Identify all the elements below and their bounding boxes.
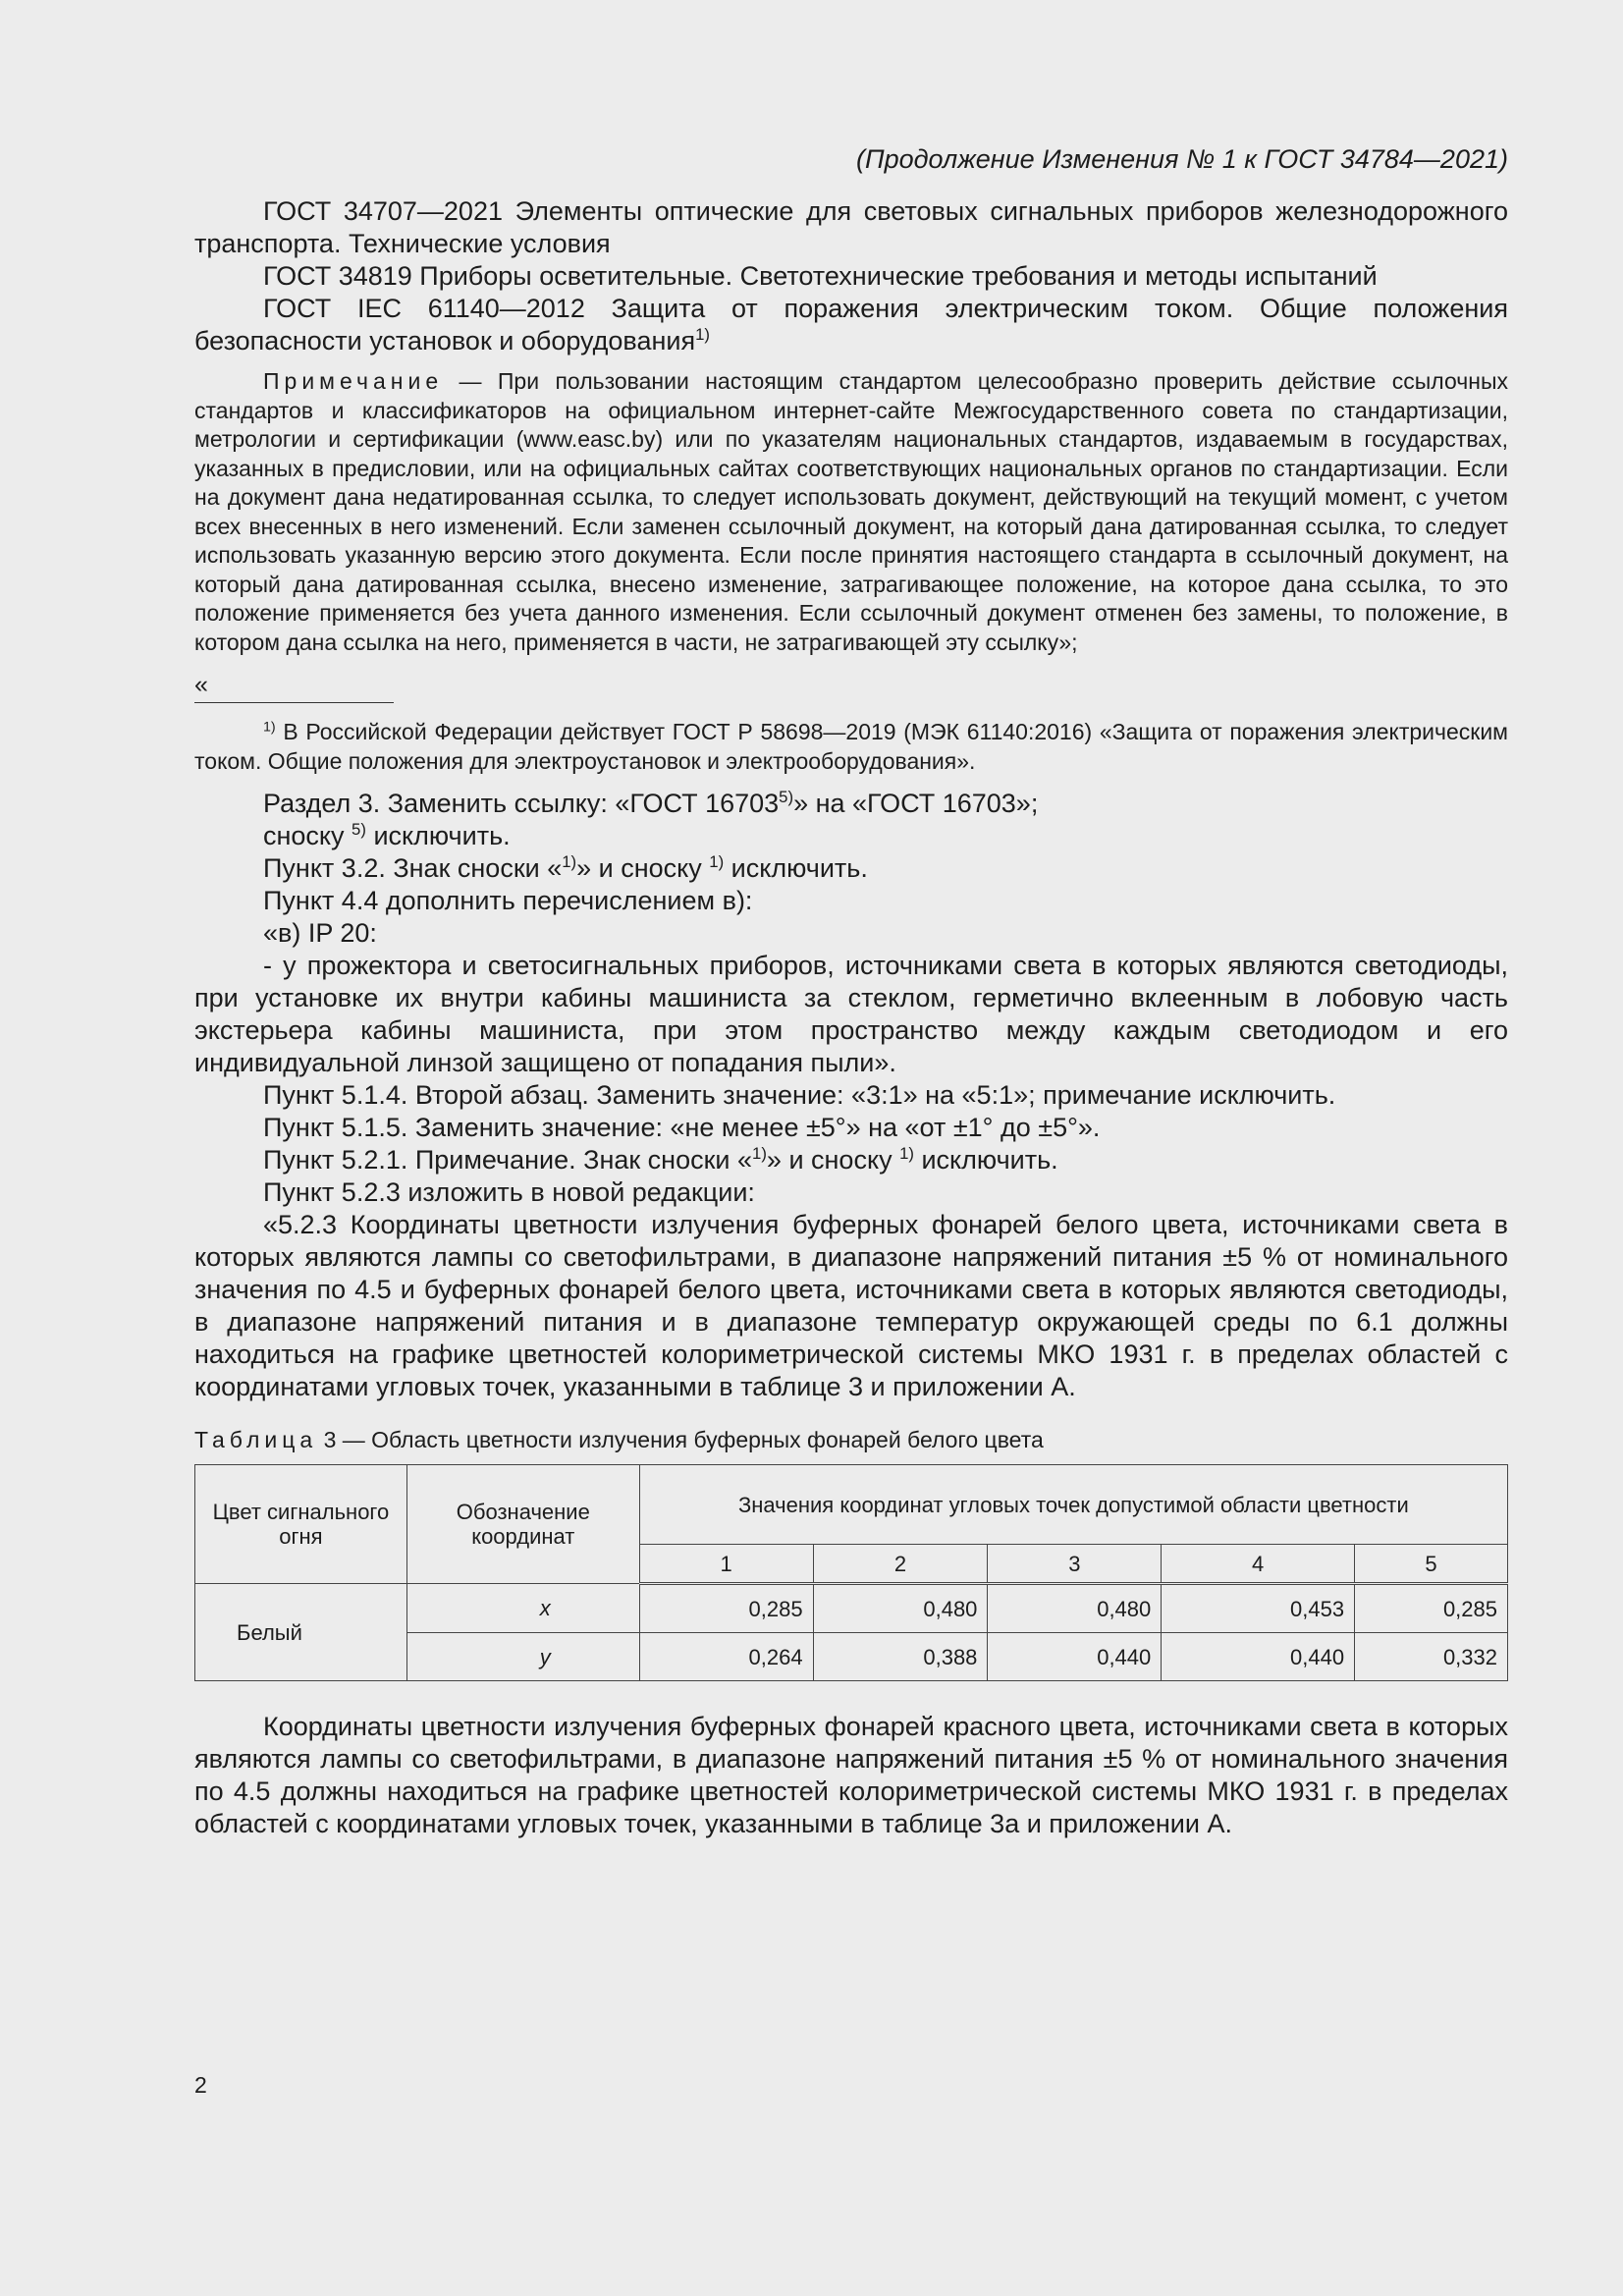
footnote-marker: 1): [695, 325, 710, 344]
change-item-5-2-1: [194, 1144, 1508, 1176]
table-row: [195, 1584, 1508, 1633]
red-lights-paragraph: Координаты цветности излучения буферных фонарей красного цвета, источниками света в которых являются лампы со светофильтрами, в диапазоне напряжений питания ±5 % от номинального значения по 4.5 должны находиться на графике цветностей колориметрической системы МКО 1931 г. в пределах областей с координатами угловых точек, указанными в таблице 3а и приложении А.: [194, 1712, 1508, 1838]
reference-34707: ГОСТ 34707—2021 Элементы оптические для световых сигнальных приборов железнодорожного транспорта. Технические условия: [194, 196, 1508, 258]
change-led-text: - у прожектора и светосигнальных приборов, источниками света в которых являются светодиоды, при установке их внутри кабины машиниста за стеклом, герметично вклеенным в лобовую часть экстерьера кабины машиниста, при этом пространство между каждым светодиодом и его индивидуальной линзой защищено от попадания пыли».: [194, 951, 1508, 1077]
header-point: 5: [1355, 1545, 1508, 1584]
coord-cell: x: [406, 1584, 639, 1633]
value-cell: 0,332: [1355, 1633, 1508, 1681]
change-text: сноску: [263, 821, 352, 850]
change-text: исключить.: [724, 853, 868, 883]
change-text: Раздел 3. Заменить ссылку: «ГОСТ 16703: [263, 789, 780, 818]
footnote-text: В Российской Федерации действует ГОСТ Р 58698—2019 (МЭК 61140:2016) «Защита от поражения электрическим током. Общие положения для электроустановок и электрооборудования».: [194, 719, 1508, 774]
footnote-marker: 1): [899, 1144, 914, 1163]
note-paragraph: [194, 367, 1508, 657]
table-caption-label: Таблица: [194, 1427, 318, 1452]
change-text: » и сноску: [576, 853, 710, 883]
value-cell: 0,480: [813, 1584, 988, 1633]
footnote: [194, 717, 1508, 776]
value-cell: 0,264: [639, 1633, 813, 1681]
value-cell: 0,285: [1355, 1584, 1508, 1633]
header-point: 4: [1162, 1545, 1355, 1584]
footnote-marker: 1): [709, 852, 725, 871]
value-cell: 0,388: [813, 1633, 988, 1681]
header-color: Цвет сигнального огня: [195, 1465, 407, 1584]
change-footnote-5: [194, 820, 1508, 852]
header-point: 2: [813, 1545, 988, 1584]
table-caption: [194, 1425, 1508, 1454]
footnote-marker: 1): [263, 719, 276, 736]
change-item-5-2-3: Пункт 5.2.3 изложить в новой редакции:: [263, 1177, 755, 1207]
change-text: » и сноску: [766, 1145, 900, 1175]
header-values: Значения координат угловых точек допустимой области цветности: [639, 1465, 1507, 1545]
header-coordinates: Обозначение координат: [406, 1465, 639, 1584]
value-cell: 0,440: [1162, 1633, 1355, 1681]
table-caption-text: 3 — Область цветности излучения буферных фонарей белого цвета: [317, 1427, 1044, 1452]
changes-block: [194, 788, 1508, 1403]
footnote-marker: 5): [352, 820, 366, 839]
page-header: (Продолжение Изменения № 1 к ГОСТ 34784—2021): [856, 144, 1508, 174]
page-number: 2: [194, 2072, 207, 2098]
reference-34819: ГОСТ 34819 Приборы осветительные. Светотехнические требования и методы испытаний: [263, 261, 1378, 291]
footnote-marker: 5): [779, 788, 794, 806]
change-text: Пункт 3.2. Знак сноски «: [263, 853, 563, 883]
opening-quote: «: [194, 671, 208, 698]
change-item-4-4: Пункт 4.4 дополнить перечислением в):: [263, 886, 753, 915]
footnote-separator: [194, 702, 394, 703]
change-item-5-1-5: Пункт 5.1.5. Заменить значение: «не менее ±5°» на «от ±1° до ±5°».: [263, 1113, 1101, 1142]
references-block: [194, 195, 1508, 357]
value-cell: 0,440: [988, 1633, 1162, 1681]
value-cell: 0,453: [1162, 1584, 1355, 1633]
note-label: Примечание: [263, 368, 444, 394]
footnote-marker: 1): [562, 852, 577, 871]
color-cell: Белый: [195, 1584, 407, 1681]
change-section-3: [194, 788, 1508, 820]
reference-iec-61140: [194, 293, 1508, 357]
chromaticity-table: [194, 1464, 1508, 1681]
value-cell: 0,480: [988, 1584, 1162, 1633]
change-text: Пункт 5.2.1. Примечание. Знак сноски «: [263, 1145, 753, 1175]
coord-cell: y: [406, 1633, 639, 1681]
change-text: исключить.: [365, 821, 511, 850]
reference-iec-text: ГОСТ IEC 61140—2012 Защита от поражения электрическим током. Общие положения безопасности установок и оборудования: [194, 294, 1508, 355]
footnote-marker: 1): [752, 1144, 767, 1163]
page-content: [194, 142, 1508, 1840]
change-item-3-2: [194, 852, 1508, 885]
value-cell: 0,285: [639, 1584, 813, 1633]
change-item-5-1-4: Пункт 5.1.4. Второй абзац. Заменить значение: «3:1» на «5:1»; примечание исключить.: [263, 1080, 1336, 1110]
header-point: 3: [988, 1545, 1162, 1584]
note-text: — При пользовании настоящим стандартом целесообразно проверить действие ссылочных стандартов и классификаторов на официальном интернет-сайте Межгосударственного совета по стандартизации, метрологии и сертификации (www.easc.by) или по указателям национальных стандартов, издаваемым в государствах, указанных в предисловии, или на официальных сайтах соответствующих национальных органов по стандартизации. Если на документ дана недатированная ссылка, то следует использовать документ, действующий на текущий момент, с учетом всех внесенных в него изменений. Если заменен ссылочный документ, на который дана датированная ссылка, то следует использовать указанную версию этого документа. Если после принятия настоящего стандарта в ссылочный документ, на который дана датированная ссылка, внесено изменение, затрагивающее положение, на которое дана ссылка, то это положение применяется без учета данного изменения. Если ссылочный документ отменен без замены, то положение, в котором дана ссылка на него, применяется в части, не затрагивающей эту ссылку»;: [194, 368, 1508, 655]
header-point: 1: [639, 1545, 813, 1584]
change-text: исключить.: [913, 1145, 1058, 1175]
change-text: » на «ГОСТ 16703»;: [793, 789, 1039, 818]
item-5-2-3-text: «5.2.3 Координаты цветности излучения буферных фонарей белого цвета, источниками света в которых являются лампы со светофильтрами, в диапазоне напряжений питания ±5 % от номинального значения по 4.5 и буферных фонарей белого цвета, источниками света в которых являются светодиоды, в диапазоне напряжений питания и в диапазоне температур окружающей среды по 6.1 должны находиться на графике цветностей колориметрической системы МКО 1931 г. в пределах областей с координатами угловых точек, указанными в таблице 3 и приложении А.: [194, 1210, 1508, 1401]
change-ip20: «в) IP 20:: [263, 918, 377, 948]
